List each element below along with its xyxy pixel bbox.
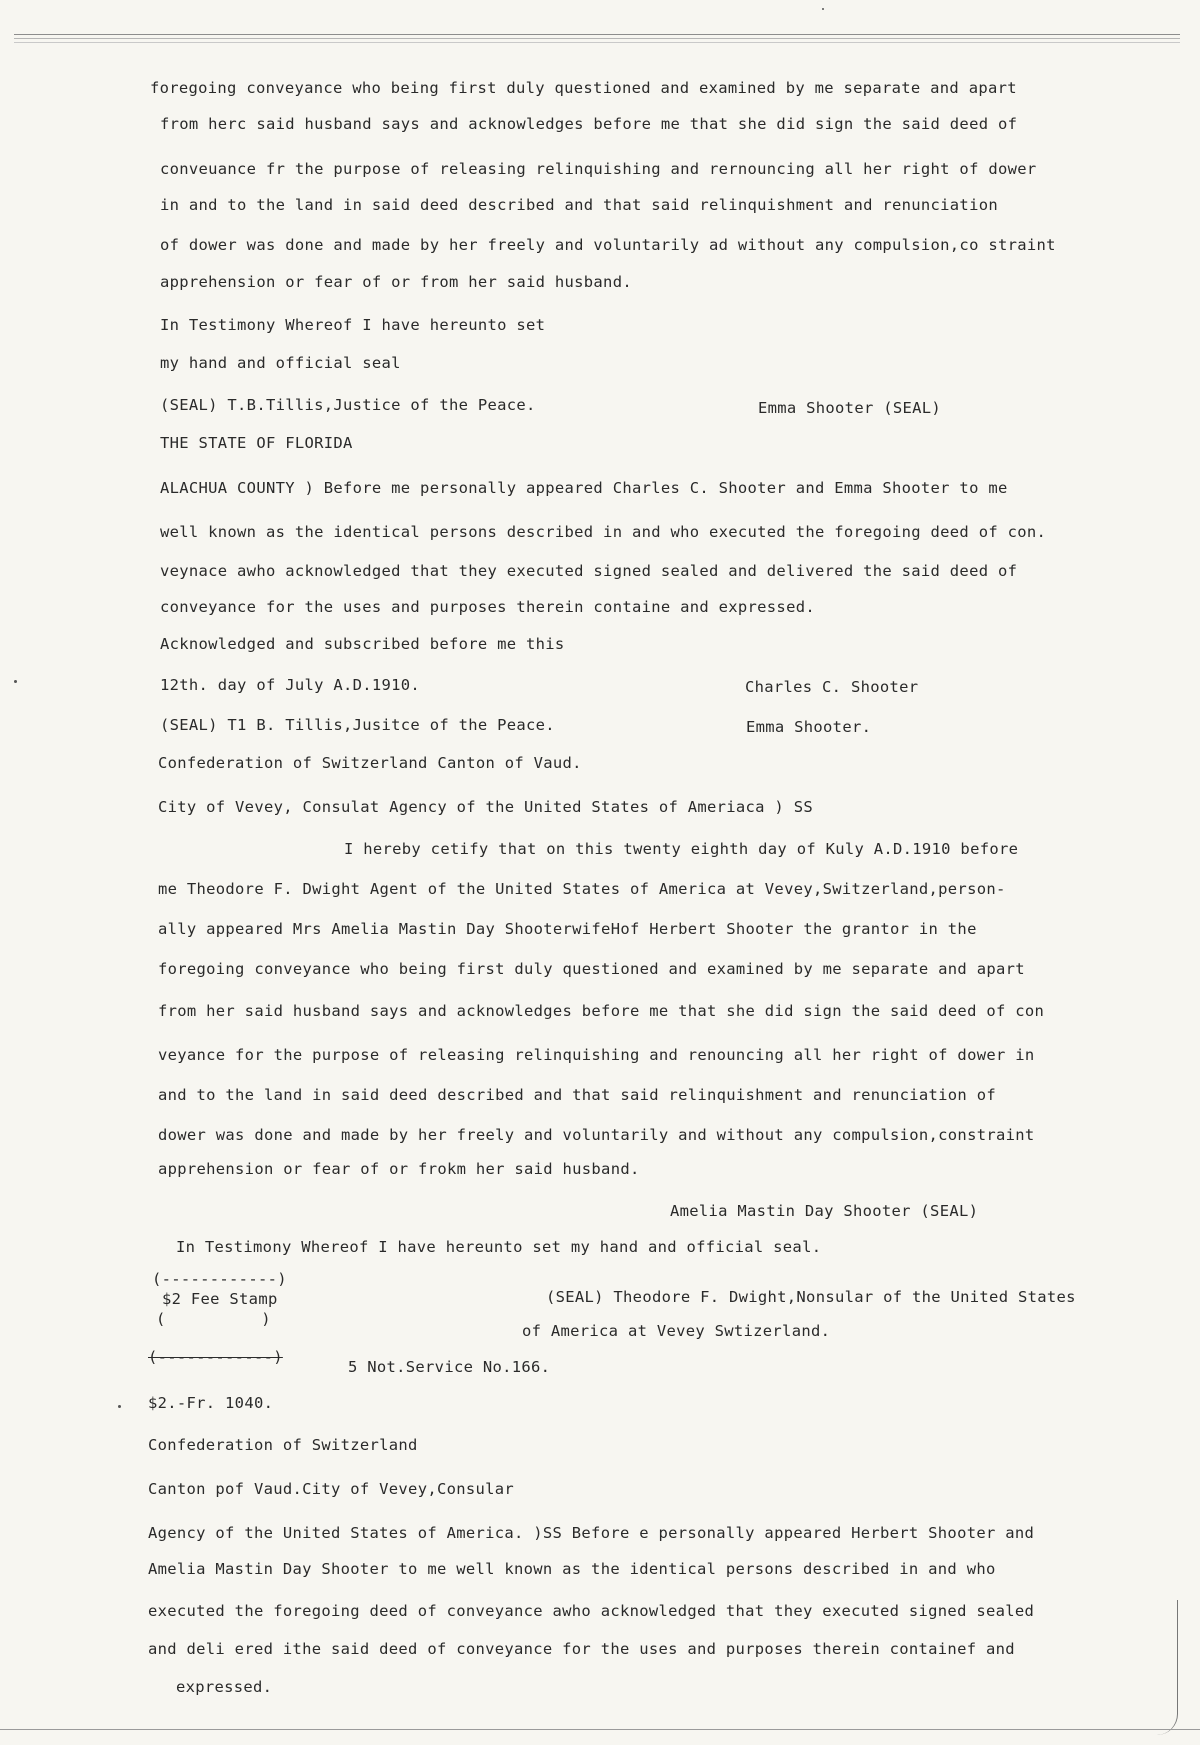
text-line: my hand and official seal <box>160 354 401 372</box>
text-line: from herc said husband says and acknowledges before me that she did sign the said deed of <box>160 115 1018 133</box>
text-line: foregoing conveyance who being first duly questioned and examined by me separate and apart <box>158 960 1025 978</box>
fee-stamp-label: $2 Fee Stamp <box>162 1290 278 1308</box>
notary-service-number: 5 Not.Service No.166. <box>348 1358 551 1376</box>
justice-signature: (SEAL) T.B.Tillis,Justice of the Peace. <box>160 396 536 414</box>
text-line: and deli ered ithe said deed of conveyance for the uses and purposes therein containef and <box>148 1640 1015 1658</box>
fee-stamp-border: (------------) <box>152 1270 287 1288</box>
text-line: from her said husband says and acknowledges before me that she did sign the said deed of con <box>158 1002 1045 1020</box>
text-line: executed the foregoing deed of conveyance awho acknowledged that they executed signed sealed <box>148 1602 1035 1620</box>
signer-signature: Amelia Mastin Day Shooter (SEAL) <box>670 1202 979 1220</box>
text-line: ally appeared Mrs Amelia Mastin Day ShooterwifeHof Herbert Shooter the grantor in the <box>158 920 977 938</box>
jurisdiction-heading: City of Vevey, Consulat Agency of the United States of Ameriaca ) SS <box>158 798 813 816</box>
text-line: ALACHUA COUNTY ) Before me personally appeared Charles C. Shooter and Emma Shooter to me <box>160 479 1008 497</box>
testimony-line: In Testimony Whereof I have hereunto set my hand and official seal. <box>176 1238 822 1256</box>
jurisdiction-heading: Confederation of Switzerland <box>148 1436 418 1454</box>
date-line: 12th. day of July A.D.1910. <box>160 676 421 694</box>
justice-signature: (SEAL) T1 B. Tillis,Jusitce of the Peace. <box>160 716 555 734</box>
state-heading: THE STATE OF FLORIDA <box>160 434 353 452</box>
consul-signature: (SEAL) Theodore F. Dwight,Nonsular of the United States <box>546 1288 1076 1306</box>
text-line: conveyance for the uses and purposes therein containe and expressed. <box>160 598 815 616</box>
fee-stamp-border: ( ) <box>156 1310 271 1328</box>
text-line: veyance for the purpose of releasing relinquishing and renouncing all her right of dower in <box>158 1046 1035 1064</box>
text-line: expressed. <box>176 1678 273 1696</box>
text-line: In Testimony Whereof I have hereunto set <box>160 316 546 334</box>
jurisdiction-heading: Confederation of Switzerland Canton of Vaud. <box>158 754 582 772</box>
top-rule <box>14 34 1180 35</box>
text-line: dower was done and made by her freely and voluntarily and without any compulsion,constraint <box>158 1126 1035 1144</box>
top-rule <box>14 38 1180 39</box>
text-line: Amelia Mastin Day Shooter to me well known as the identical persons described in and who <box>148 1560 996 1578</box>
text-line: I hereby cetify that on this twenty eighth day of Kuly A.D.1910 before <box>344 840 1019 858</box>
signer-signature: Charles C. Shooter <box>745 678 919 696</box>
fee-line: $2.-Fr. 1040. <box>148 1394 274 1412</box>
text-line: conveuance fr the purpose of releasing relinquishing and rernouncing all her right of dower <box>160 160 1037 178</box>
jurisdiction-heading: Canton pof Vaud.City of Vevey,Consular <box>148 1480 515 1498</box>
text-line: in and to the land in said deed described and that said relinquishment and renunciation <box>160 196 998 214</box>
text-line: veynace awho acknowledged that they executed signed sealed and delivered the said deed of <box>160 562 1018 580</box>
scan-speck <box>118 1405 121 1408</box>
consul-signature: of America at Vevey Swtizerland. <box>522 1322 831 1340</box>
page-edge <box>1157 1600 1178 1735</box>
signer-signature: Emma Shooter. <box>746 718 872 736</box>
scan-speck <box>14 680 17 683</box>
text-line: me Theodore F. Dwight Agent of the United States of America at Vevey,Switzerland,person- <box>158 880 1006 898</box>
text-line: and to the land in said deed described and that said relinquishment and renunciation of <box>158 1086 996 1104</box>
text-line: well known as the identical persons described in and who executed the foregoing deed of con. <box>160 523 1047 541</box>
text-line: of dower was done and made by her freely and voluntarily ad without any compulsion,co straint <box>160 236 1056 254</box>
text-line: apprehension or fear of or from her said husband. <box>160 273 632 291</box>
scan-speck <box>822 8 824 10</box>
bottom-rule <box>0 1729 1200 1730</box>
text-line: foregoing conveyance who being first duly questioned and examined by me separate and apart <box>150 79 1017 97</box>
signer-signature: Emma Shooter (SEAL) <box>758 399 942 417</box>
text-line: Acknowledged and subscribed before me this <box>160 635 565 653</box>
top-rule <box>14 42 1180 43</box>
fee-stamp-border: (------------) <box>148 1348 283 1366</box>
text-line: Agency of the United States of America. )SS Before e personally appeared Herbert Shooter and <box>148 1524 1035 1542</box>
text-line: apprehension or fear of or frokm her said husband. <box>158 1160 640 1178</box>
